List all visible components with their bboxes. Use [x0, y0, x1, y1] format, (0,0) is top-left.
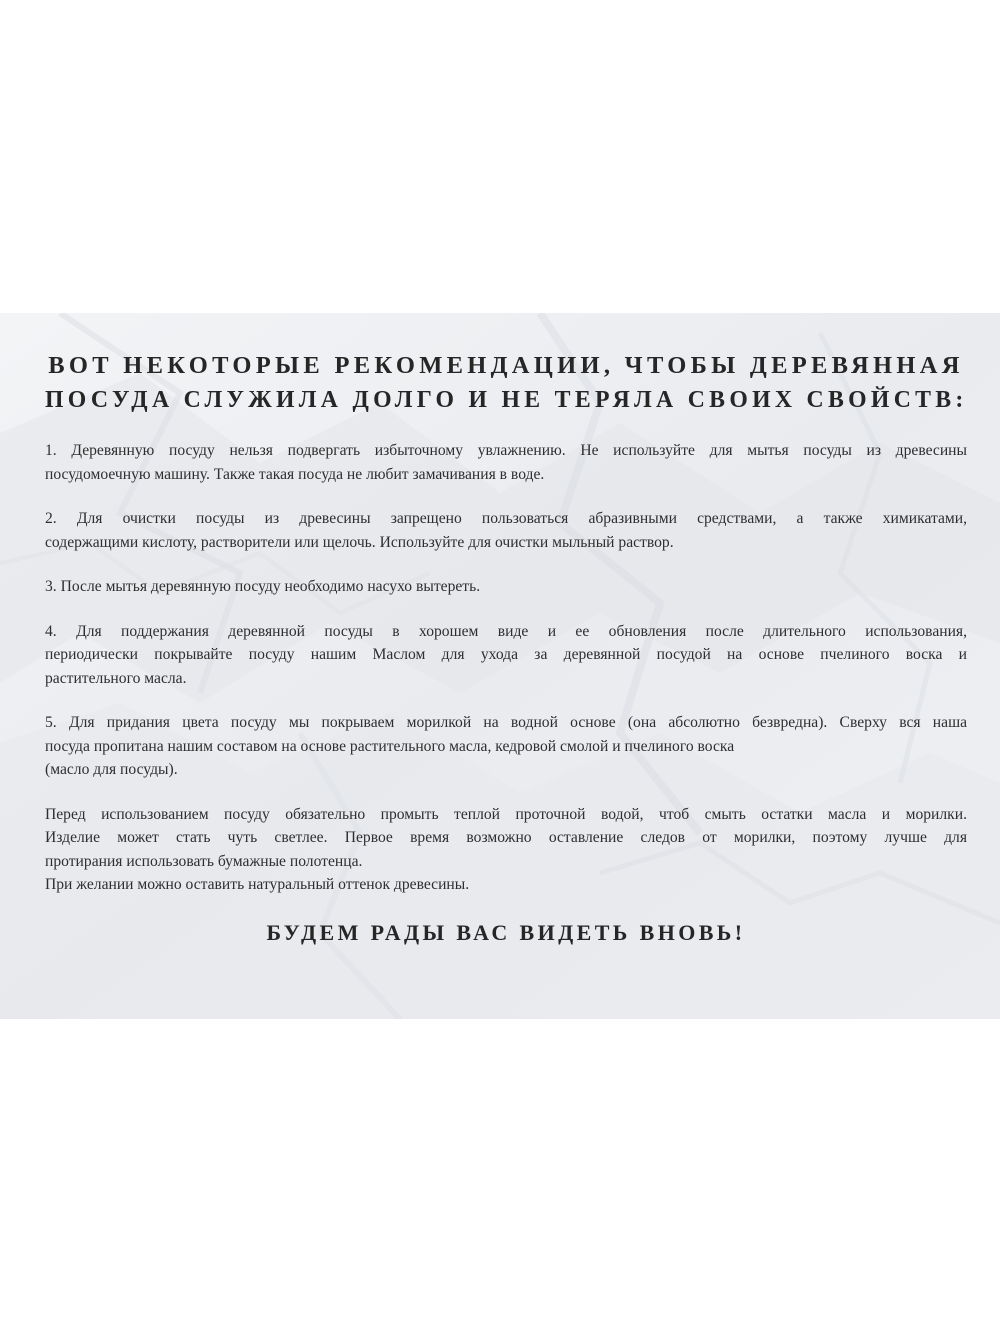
- text-line: 2. Для очистки посуды из древесины запрещено пользоваться абразивными средствами, а также химикатами,: [45, 510, 967, 527]
- text-line: посуда пропитана нашим составом на основе растительного масла, кедровой смолой и пчелиного воска: [45, 737, 735, 755]
- text-line: Перед использованием посуду обязательно промыть теплой проточной водой, чтоб смыть остатки масла и морилки.: [45, 805, 967, 823]
- text-line: 3. После мытья деревянную посуду необходимо насухо вытереть.: [45, 578, 481, 595]
- text-line: периодически покрывайте посуду нашим Маслом для ухода за деревянной посудой на основе пчелиного воска и: [45, 646, 967, 663]
- recommendation-2: [45, 507, 967, 554]
- text-line: растительного масла.: [45, 669, 187, 687]
- text-line: (масло для посуды).: [45, 761, 178, 778]
- text-line: 4. Для поддержания деревянной посуды в хорошем виде и ее обновления после длительного использования,: [45, 622, 967, 640]
- recommendation-5: [45, 711, 967, 782]
- title-line: ПОСУДА СЛУЖИЛА ДОЛГО И НЕ ТЕРЯЛА СВОИХ СВОЙСТВ:: [45, 387, 968, 413]
- text-line: протирания использовать бумажные полотенца.: [45, 852, 363, 870]
- closing-message: БУДЕМ РАДЫ ВАС ВИДЕТЬ ВНОВЬ!: [266, 919, 746, 945]
- text-line: 1. Деревянную посуду нельзя подвергать избыточному увлажнению. Не используйте для мытья посуды из древесины: [45, 442, 967, 459]
- document-body: [45, 349, 967, 948]
- usage-note: [45, 803, 967, 897]
- title-line: ВОТ НЕКОТОРЫЕ РЕКОМЕНДАЦИИ, ЧТОБЫ ДЕРЕВЯННАЯ: [48, 352, 964, 379]
- recommendation-3: [45, 575, 967, 599]
- recommendations-list: [45, 439, 967, 897]
- page-title: [45, 349, 967, 417]
- recommendation-4: [45, 620, 967, 691]
- text-line: содержащими кислоту, растворители или щелочь. Используйте для очистки мыльный раствор.: [45, 533, 674, 551]
- text-line: посудомоечную машину. Также такая посуда не любит замачивания в воде.: [45, 465, 545, 483]
- recommendation-1: [45, 439, 967, 486]
- instruction-card: [0, 313, 1000, 1019]
- text-line: Изделие может стать чуть светлее. Первое время возможно оставление следов от морилки, поэтому лучше для: [45, 829, 967, 846]
- text-line: При желании можно оставить натуральный оттенок древесины.: [45, 876, 470, 893]
- text-line: 5. Для придания цвета посуду мы покрываем морилкой на водной основе (она абсолютно безвредна). Сверху вся наша: [45, 714, 967, 731]
